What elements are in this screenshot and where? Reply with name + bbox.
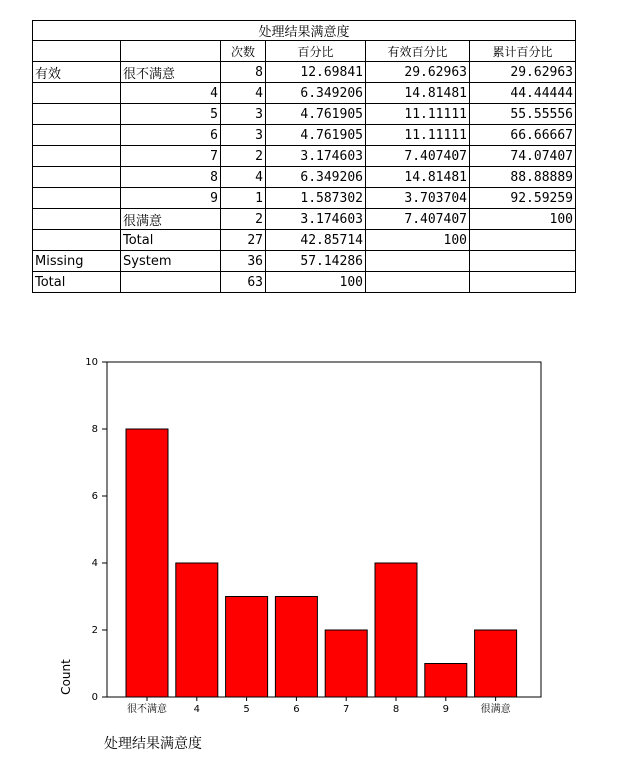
table-cell: 1.587302 — [266, 188, 366, 209]
table-cell: 27 — [221, 230, 266, 251]
x-tick-label: 很不满意 — [127, 704, 167, 715]
table-cell: 42.85714 — [266, 230, 366, 251]
table-cell — [33, 83, 121, 104]
bar — [475, 630, 517, 697]
table-cell: 100 — [366, 230, 470, 251]
table-cell: 3.174603 — [266, 209, 366, 230]
table-cell: 4 — [221, 167, 266, 188]
column-header — [33, 41, 121, 62]
bar — [226, 597, 268, 698]
table-cell: 7 — [121, 146, 221, 167]
table-cell: 3 — [221, 104, 266, 125]
table-cell: 55.55556 — [470, 104, 576, 125]
table-row — [33, 104, 576, 125]
column-header — [121, 41, 221, 62]
table-cell: 29.62963 — [470, 62, 576, 83]
table-cell: 4 — [221, 83, 266, 104]
table-cell: 4 — [121, 83, 221, 104]
table-cell: 74.07407 — [470, 146, 576, 167]
bar — [176, 563, 218, 697]
table-cell — [33, 188, 121, 209]
table-row — [33, 167, 576, 188]
bar — [375, 563, 417, 697]
table-cell: 88.88889 — [470, 167, 576, 188]
column-header: 有效百分比 — [366, 41, 470, 62]
table-title-row — [33, 21, 576, 41]
x-tick-label: 9 — [442, 704, 449, 715]
table-cell: 66.66667 — [470, 125, 576, 146]
table-cell — [33, 125, 121, 146]
column-header: 次数 — [221, 41, 266, 62]
table-cell — [121, 272, 221, 293]
table-cell: 3.174603 — [266, 146, 366, 167]
table-row — [33, 209, 576, 230]
table-cell: 7.407407 — [366, 146, 470, 167]
bar — [425, 664, 467, 698]
table-row — [33, 83, 576, 104]
table-header-row — [33, 41, 576, 62]
y-tick-label: 10 — [85, 357, 98, 368]
x-tick-label: 很满意 — [480, 704, 511, 715]
table-cell: 8 — [121, 167, 221, 188]
x-axis-title: 处理结果满意度 — [104, 736, 202, 752]
table-cell — [33, 104, 121, 125]
y-tick-label: 6 — [91, 491, 98, 502]
bar-chart — [0, 350, 617, 770]
table-cell: 7.407407 — [366, 209, 470, 230]
table-cell: Total — [121, 230, 221, 251]
table-cell: 很满意 — [121, 209, 221, 230]
x-tick-label: 7 — [343, 704, 350, 715]
table-cell: 2 — [221, 209, 266, 230]
x-tick-label: 6 — [293, 704, 300, 715]
table-cell: 6.349206 — [266, 167, 366, 188]
table-cell: 11.11111 — [366, 104, 470, 125]
table-cell: Total — [33, 272, 121, 293]
table-cell: 14.81481 — [366, 167, 470, 188]
table-cell: 有效 — [33, 62, 121, 83]
table-cell: 4.761905 — [266, 104, 366, 125]
table-cell: 8 — [221, 62, 266, 83]
table-cell: Missing — [33, 251, 121, 272]
x-tick-label: 8 — [392, 704, 400, 715]
table-cell: 1 — [221, 188, 266, 209]
table-cell: 36 — [221, 251, 266, 272]
table-cell: 3 — [221, 125, 266, 146]
table-cell — [470, 251, 576, 272]
column-header: 累计百分比 — [470, 41, 576, 62]
table-title: 处理结果满意度 — [33, 21, 576, 41]
table-cell: 100 — [266, 272, 366, 293]
table-cell — [470, 230, 576, 251]
y-axis-title: Count — [59, 659, 73, 695]
table-cell — [470, 272, 576, 293]
y-tick-label: 0 — [91, 692, 98, 703]
table-cell: 2 — [221, 146, 266, 167]
bar — [126, 429, 168, 697]
table-cell: 57.14286 — [266, 251, 366, 272]
table-row — [33, 146, 576, 167]
bar — [325, 630, 367, 697]
table-cell — [33, 167, 121, 188]
table-cell: 12.69841 — [266, 62, 366, 83]
table-row — [33, 188, 576, 209]
column-header: 百分比 — [266, 41, 366, 62]
table-cell — [33, 146, 121, 167]
table-cell: 3.703704 — [366, 188, 470, 209]
table-cell — [366, 272, 470, 293]
table-cell — [33, 230, 121, 251]
table-cell: 100 — [470, 209, 576, 230]
frequency-table — [32, 20, 576, 293]
y-tick-label: 4 — [91, 558, 98, 569]
table-cell: 44.44444 — [470, 83, 576, 104]
table-row — [33, 62, 576, 83]
table-cell — [33, 209, 121, 230]
x-tick-label: 5 — [243, 704, 250, 715]
table-cell: 6 — [121, 125, 221, 146]
table-row — [33, 251, 576, 272]
table-cell: 92.59259 — [470, 188, 576, 209]
table-cell — [366, 251, 470, 272]
table-cell: System — [121, 251, 221, 272]
bar — [275, 597, 317, 698]
table-row — [33, 272, 576, 293]
x-tick-label: 4 — [193, 704, 200, 715]
table-row — [33, 230, 576, 251]
y-tick-label: 2 — [91, 625, 98, 636]
table-cell: 4.761905 — [266, 125, 366, 146]
table-cell: 14.81481 — [366, 83, 470, 104]
y-tick-label: 8 — [91, 424, 98, 435]
table-cell: 29.62963 — [366, 62, 470, 83]
table-cell: 63 — [221, 272, 266, 293]
table-cell: 很不满意 — [121, 62, 221, 83]
table-cell: 11.11111 — [366, 125, 470, 146]
table-cell: 9 — [121, 188, 221, 209]
table-row — [33, 125, 576, 146]
table-cell: 5 — [121, 104, 221, 125]
table-cell: 6.349206 — [266, 83, 366, 104]
